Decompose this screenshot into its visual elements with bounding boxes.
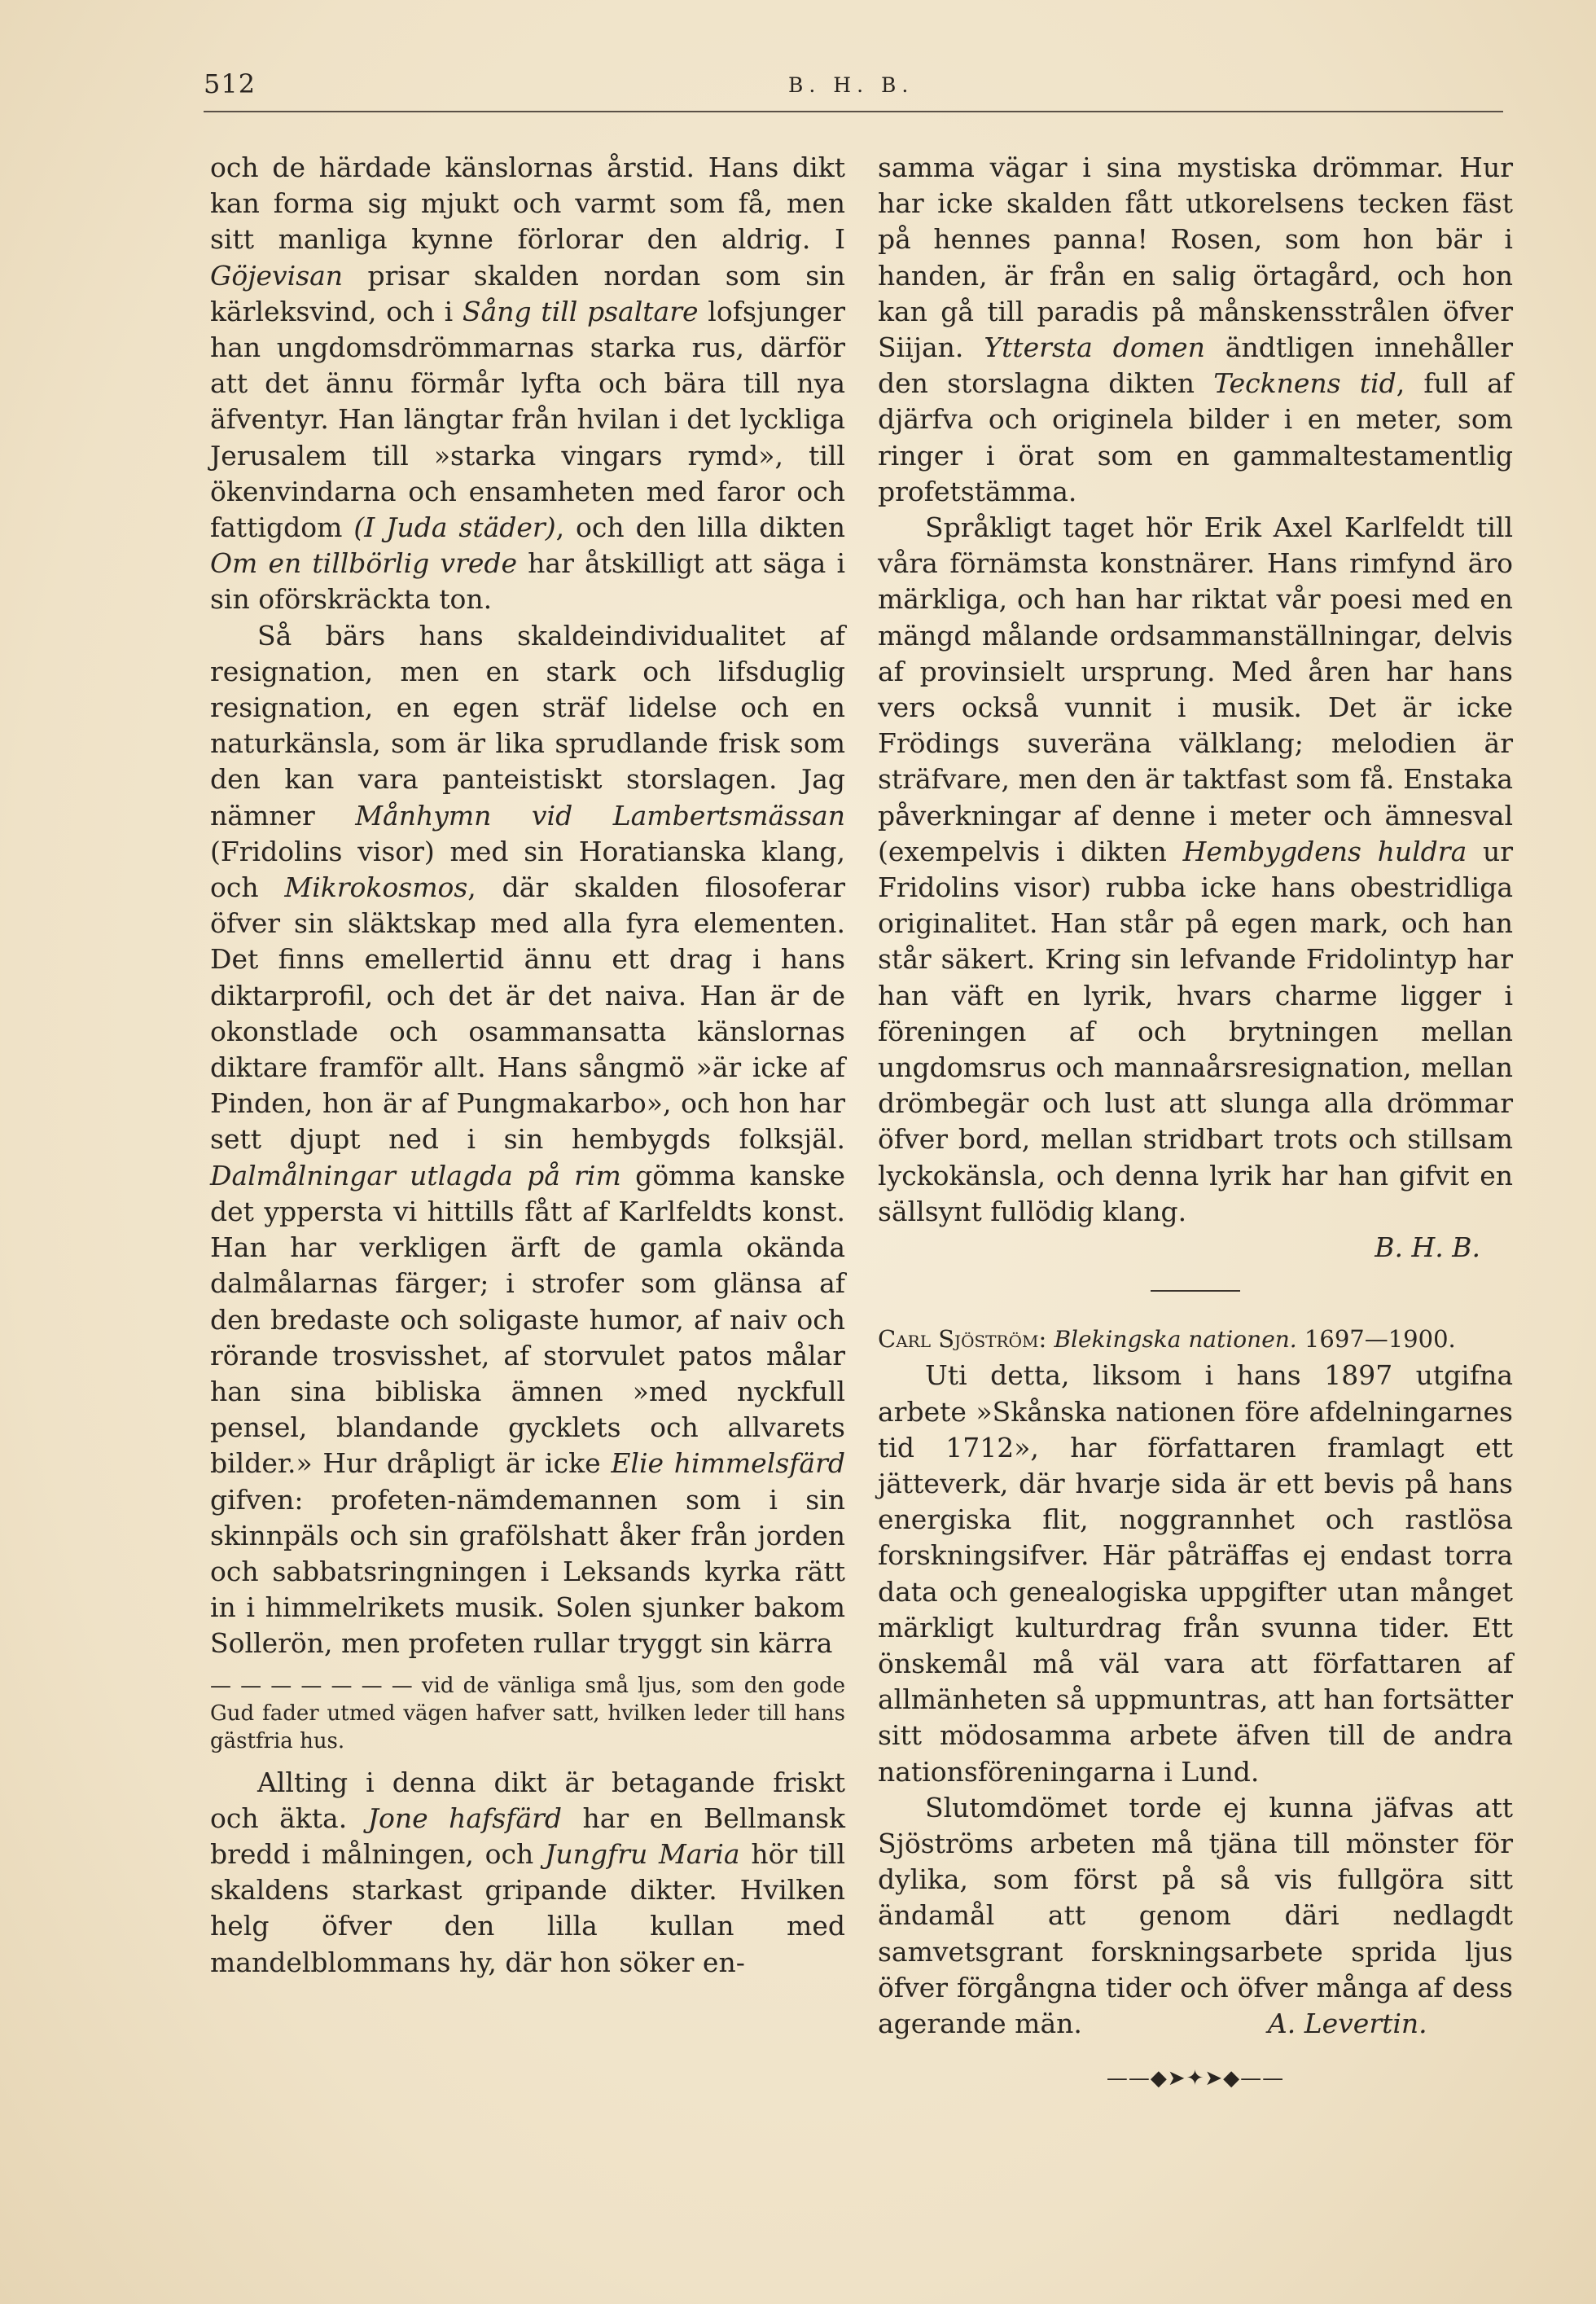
paragraph: Uti detta, liksom i hans 1897 utgifna arbete »Skånska nationen före afdelningarnes tid 1712», har författaren framlagt ett jätteverk, där hvarje sida är ett bevis på hans energiska flit, noggrannhet och rastlösa forskningsifver. Här påträffas ej endast torra data och genealogiska uppgifter utan månget märkligt kulturdrag från svunna tider. Ett önskemål må väl vara att författaren af allmänheten så uppmuntras, att han fortsätter sitt mödosamma arbete äfven till de andra nationsföreningarna i Lund. bbox=[878, 1359, 1513, 1788]
page-header bbox=[204, 68, 1503, 117]
review-heading: Carl Sjöström: Blekingska nationen. 1697—1900. bbox=[878, 1325, 1456, 1354]
paragraph: samma vägar i sina mystiska drömmar. Hur har icke skalden fått utkorelsens tecken fäst på hennes panna! Rosen, som hon bär i handen, är från en salig örtagård, och hon kan gå till paradis på månskensstrålen öfver Siijan. Yttersta domen ändtligen innehåller den storslagna dikten Tecknens tid, full af djärfva och originela bilder i en meter, som ringer i örat som en gammaltestamentlig profetstämma. bbox=[878, 151, 1514, 507]
end-ornament: ——◆➤✦➤◆—— bbox=[1106, 2066, 1285, 2091]
left-column bbox=[210, 150, 845, 1981]
running-head: B. H. B. bbox=[788, 73, 914, 97]
block-quote: — — — — — — — vid de vänliga små ljus, som den gode Gud fader utmed vägen hafver satt, hvilken leder till hans gästfria hus. bbox=[210, 1673, 845, 1753]
paragraph: Språkligt taget hör Erik Axel Karlfeldt till våra förnämsta konstnärer. Hans rimfynd äro märkliga, och han har riktat vår poesi med en mängd målande ordsammanställningar, delvis af provinsielt ursprung. Med åren har hans vers också vunnit i musik. Det är icke Frödings suveräna välklang; melodien är sträfvare, men den är taktfast som få. Enstaka påverkningar af denne i meter och ämnesval (exempelvis i dikten Hembygdens huldra ur Fridolins visor) rubba icke hans obestridliga originalitet. Han står på egen mark, och han står säkert. Kring sin lefvande Fridolintyp har han väft en lyrik, hvars charme ligger i föreningen af och brytningen mellan ungdomsrus och mannaårsresignation, mellan drömbegär och lust att slunga alla drömmar öfver bord, mellan stridbart trots och stillsam lyckokänsla, och denna lyrik har han gifvit en sällsynt fullödig klang. bbox=[878, 511, 1513, 1227]
section-divider bbox=[1151, 1290, 1240, 1292]
paragraph: och de härdade känslornas årstid. Hans dikt kan forma sig mjukt och varmt som få, men sitt manliga kynne förlorar den aldrig. I Göjevisan prisar skalden nordan som sin kärleksvind, och i Sång till psaltare lofsjunger han ungdomsdrömmarnas starka rus, därför att det ännu förmår lyfta och bära till nya äfventyr. Han längtar från hvilan i det lyckliga Jerusalem till »starka vingars rymd», till ökenvindarna och ensamheten med faror och fattigdom (I Juda städer), och den lilla dikten Om en tillbörlig vrede har åtskilligt att säga i sin oförskräckta ton. bbox=[210, 151, 846, 616]
paragraph: Allting i denna dikt är betagande friskt och äkta. Jone hafsfärd har en Bellmansk bredd i målningen, och Jungfru Maria hör till skaldens starkast gripande dikter. Hvilken helg öfver den lilla kullan med mandelblommans hy, där hon söker en- bbox=[210, 1766, 846, 1978]
signature: B. H. B. bbox=[1375, 1231, 1480, 1264]
paragraph: Slutomdömet torde ej kunna jäfvas att Sjöströms arbeten må tjäna till mönster för dylika, som först på så vis fullgöra sitt ändamål att genom däri nedlagdt samvetsgrant forskningsarbete sprida ljus öfver förgångna tider och öfver många af dess agerande män. A. Levertin. bbox=[878, 1790, 1513, 2042]
page-number: 512 bbox=[204, 68, 256, 99]
header-rule bbox=[204, 111, 1503, 112]
signature: A. Levertin. bbox=[1267, 2007, 1427, 2039]
right-column bbox=[878, 150, 1513, 2091]
paragraph: Så bärs hans skaldeindividualitet af resignation, men en stark och lifsduglig resignation, en egen sträf lidelse och en naturkänsla, som är lika sprudlande frisk som den kan vara panteistiskt storslagen. Jag nämner Månhymn vid Lambertsmässan (Fridolins visor) med sin Horatianska klang, och Mikrokosmos, där skalden filosoferar öfver sin släktskap med alla fyra elementen. Det finns emellertid ännu ett drag i hans diktarprofil, och det är det naiva. Han är de okonstlade och osammansatta känslornas diktare framför allt. Hans sångmö »är icke af Pinden, hon är af Pungmakarbo», och hon har sett djupt ned i sin hembygds folksjäl. Dalmålningar utlagda på rim gömma kanske det yppersta vi hittills fått af Karlfeldts konst. Han har verkligen ärft de gamla okända dalmålarnas färger; i strofer som glänsa af den bredaste och soligaste humor, af naiv och rörande trosvisshet, af storvulet patos målar han sina bibliska ämnen »med nyckfull pensel, blandande gycklets och allvarets bilder.» Hur dråpligt är icke Elie himmelsfärd gifven: profeten-nämdemannen som i sin skinnpäls och sin grafölshatt åker från jorden och sabbatsringningen i Leksands kyrka rätt in i himmelrikets musik. Solen sjunker bakom Sollerön, men profeten rullar tryggt sin kärra bbox=[210, 619, 846, 1660]
